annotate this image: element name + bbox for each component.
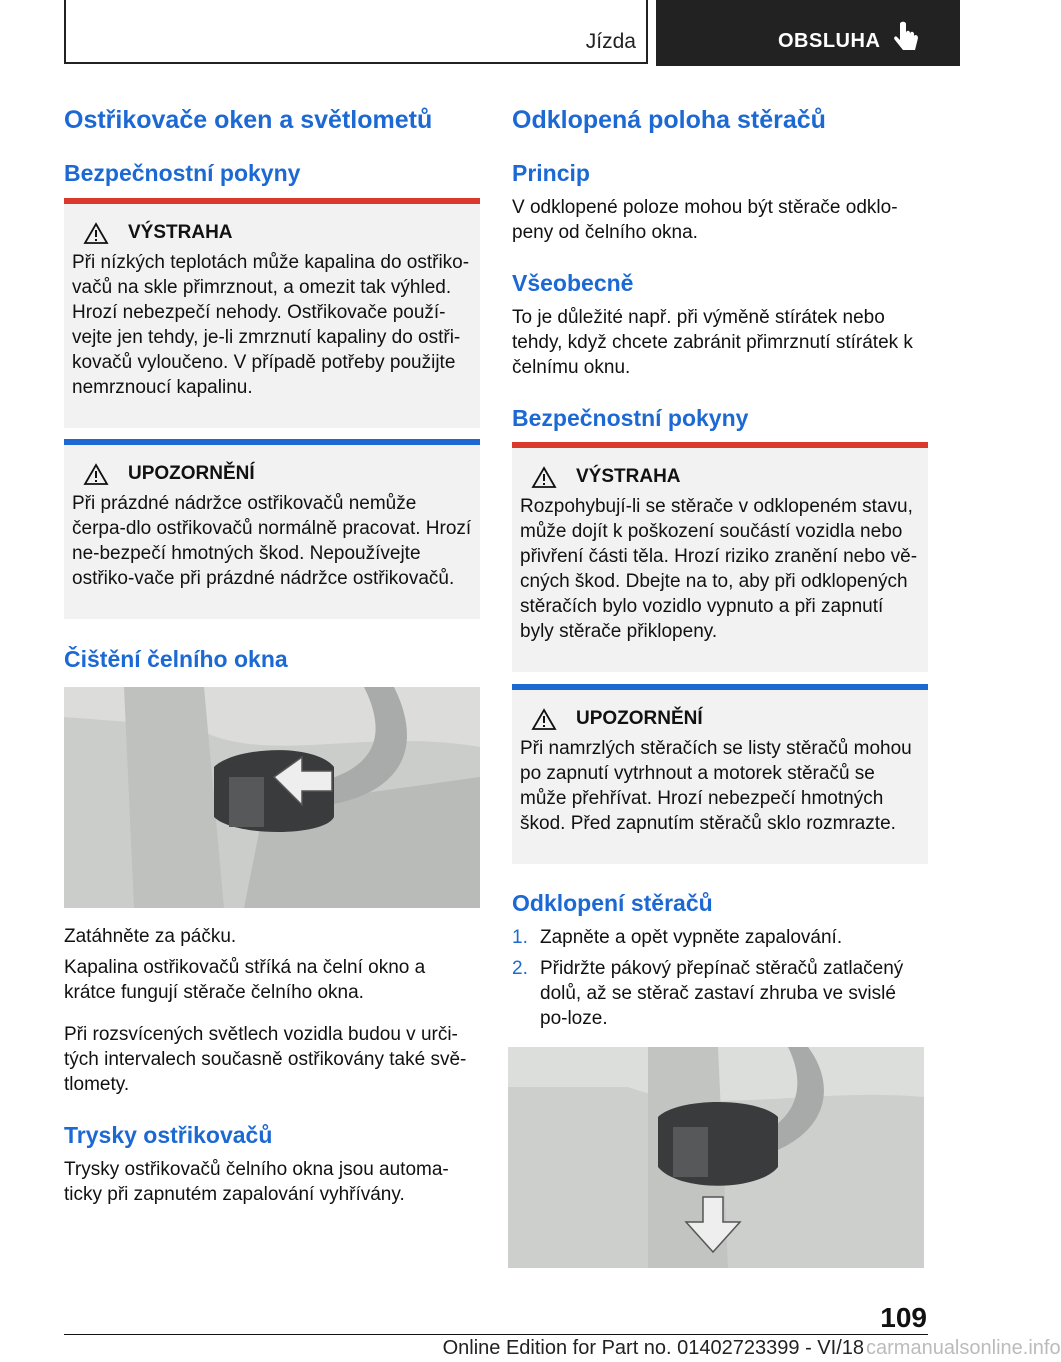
nozzles-heading: Trysky ostřikovačů — [64, 1122, 273, 1148]
warning-triangle-icon — [532, 709, 556, 730]
fold-steps-list — [512, 925, 928, 1037]
step-number: 1. — [512, 927, 528, 948]
warning-header — [84, 222, 472, 244]
step-text: Přidržte pákový přepínač stěračů zatlačený dolů, až se stěrač zastaví zhruba ve svislé po-loze. — [540, 958, 904, 1029]
principle-heading: Princip — [512, 160, 590, 186]
left-paragraph-4: Trysky ostřikovačů čelního okna jsou automa-ticky při zapnutém zapalování vyhřívány. — [64, 1159, 449, 1205]
edition-text: Online Edition for Part no. 01402723399 - VI/18 — [442, 1337, 864, 1359]
obsluha-tab-label: OBSLUHA — [778, 30, 881, 52]
warning-triangle-icon — [84, 223, 108, 244]
warning-triangle-icon — [532, 467, 556, 488]
fold-heading: Odklopení stěračů — [512, 890, 713, 916]
list-item — [512, 956, 928, 1031]
wiper-lever-push-down-image — [508, 1047, 924, 1268]
caution-label: UPOZORNĚNÍ — [128, 463, 255, 484]
wiper-lever-pull-image — [64, 687, 480, 908]
caution-text: Při namrzlých stěračích se listy stěračů mohou po zapnutí vytrhnout a motorek stěračů se může přehřívat. Hrozí nebezpečí hmotných škod. Před zapnutím stěračů sklo rozmrazte. — [520, 738, 912, 834]
footer-rule — [64, 1334, 928, 1335]
general-heading: Všeobecně — [512, 270, 634, 296]
warning-label: VÝSTRAHA — [576, 466, 681, 487]
warning-triangle-icon — [84, 464, 108, 485]
warning-text: Rozpohybují-li se stěrače v odklopeném stavu, může dojít k poškození součástí vozidla nebo přivření části těla. Hrozí riziko zranění nebo vě-cných škod. Dbejte na to, aby při odklopených stěračích bylo vozidlo vypnuto a při zapnutí byly stěrače přiklopeny. — [520, 496, 918, 642]
warning-text: Při nízkých teplotách může kapalina do ostřiko-vačů na skle přimrznout, a omezit tak výhled. Hrozí nebezpečí nehody. Ostřikovače použí-vejte jen tehdy, je-li zmrznutí kapaliny do ostři-kovačů vyloučeno. V případě potřeby použijte nemrznoucí kapalinu. — [72, 252, 470, 398]
obsluha-tab[interactable] — [656, 0, 960, 66]
warning-header — [532, 466, 920, 488]
left-paragraph-1: Zatáhněte za páčku. — [64, 926, 237, 947]
left-caution-box — [64, 439, 480, 619]
caution-header — [84, 463, 472, 485]
left-safety-heading: Bezpečnostní pokyny — [64, 160, 301, 186]
caution-text: Při prázdné nádržce ostřikovačů nemůže čerpa-dlo ostřikovačů normálně pracovat. Hrozí ne-bezpečí hmotných škod. Nepoužívejte ostřiko-vače při prázdné nádržce ostřikovačů. — [72, 493, 472, 589]
left-title: Ostřikovače oken a světlometů — [64, 106, 433, 134]
left-paragraph-3: Při rozsvícených světlech vozidla budou v urči-tých intervalech současně ostřikovány také svě-tlomety. — [64, 1024, 467, 1095]
section-label: Jízda — [585, 30, 636, 53]
watermark: carmanualsonline.info — [866, 1337, 1061, 1359]
left-warning-box — [64, 198, 480, 428]
step-text: Zapněte a opět vypněte zapalování. — [540, 927, 843, 948]
general-text: To je důležité např. při výměně stírátek nebo tehdy, když chcete zabránit přimrznutí stírátek k čelnímu oknu. — [512, 307, 913, 378]
list-item — [512, 925, 928, 950]
cleaning-heading: Čištění čelního okna — [64, 646, 288, 672]
step-number: 2. — [512, 958, 528, 979]
left-paragraph-2: Kapalina ostřikovačů stříká na čelní okno a krátce fungují stěrače čelního okna. — [64, 957, 426, 1003]
caution-header — [532, 708, 920, 730]
right-safety-heading: Bezpečnostní pokyny — [512, 405, 749, 431]
right-caution-box — [512, 684, 928, 864]
warning-label: VÝSTRAHA — [128, 222, 233, 243]
hand-pointer-icon — [894, 22, 920, 56]
page-number: 109 — [880, 1302, 927, 1333]
right-title: Odklopená poloha stěračů — [512, 106, 826, 134]
right-warning-box — [512, 442, 928, 672]
caution-label: UPOZORNĚNÍ — [576, 708, 703, 729]
principle-text: V odklopené poloze mohou být stěrače odklo-peny od čelního okna. — [512, 197, 898, 243]
